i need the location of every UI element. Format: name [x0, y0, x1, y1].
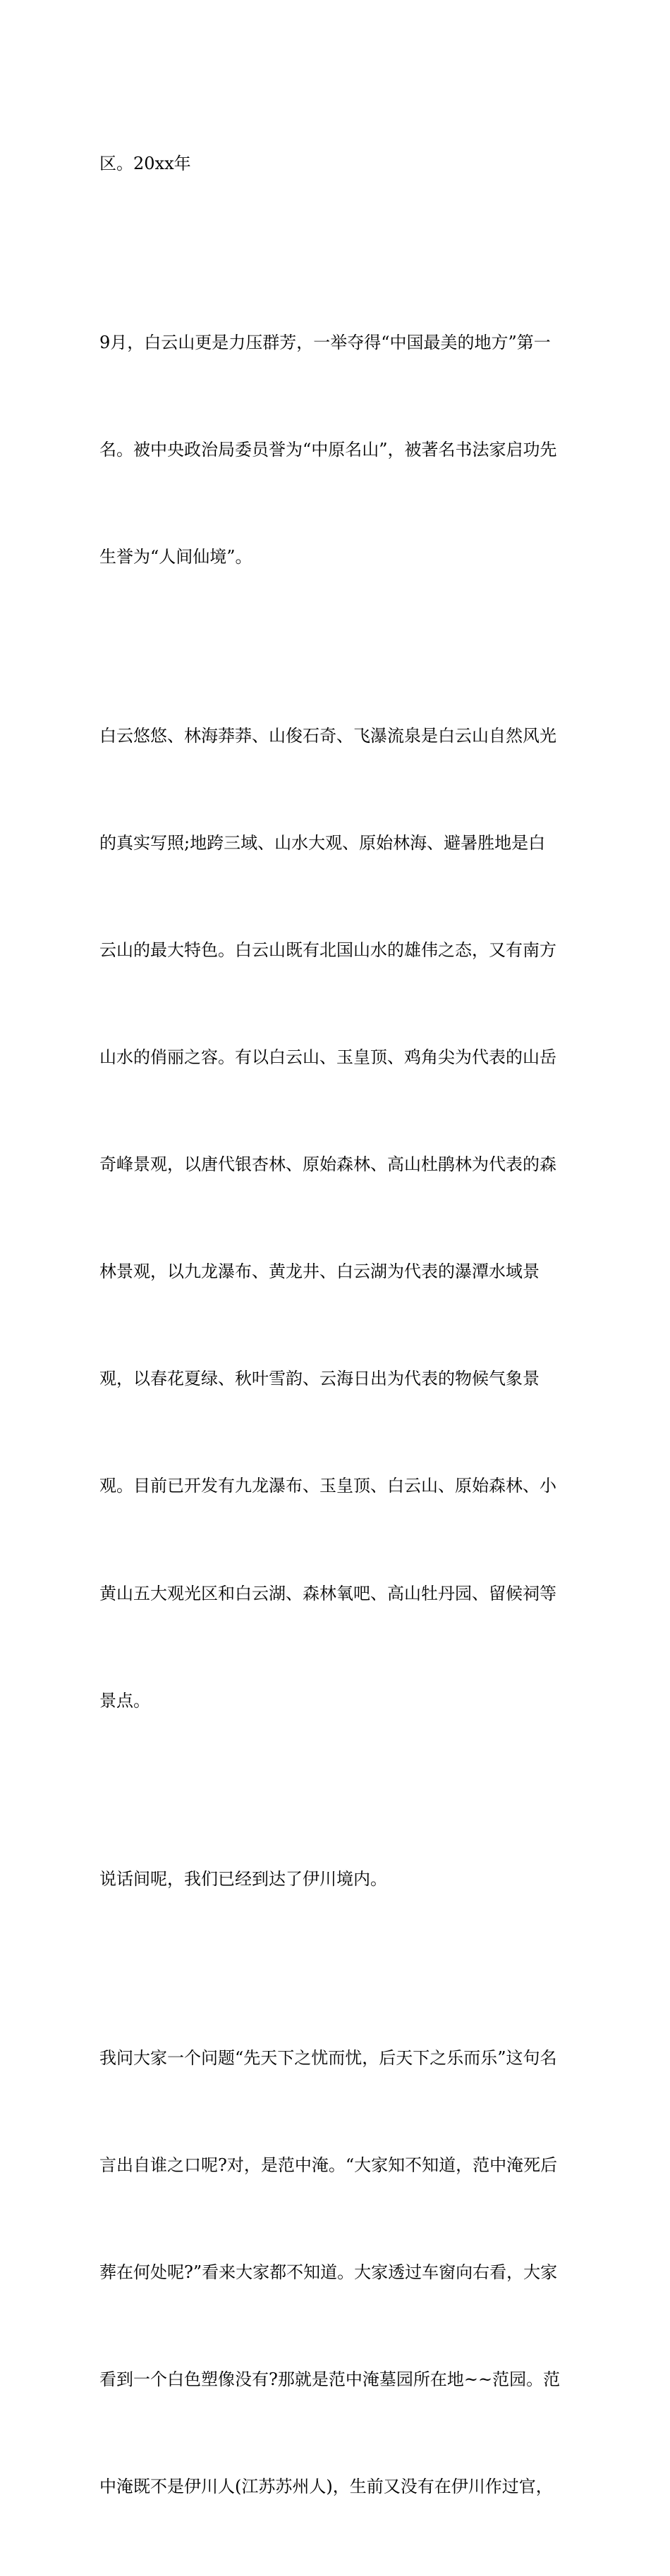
document-body — [99, 75, 572, 2576]
text-line: 区。20xx年 — [99, 154, 191, 174]
paragraph-5 — [99, 1968, 572, 2576]
text-line: 观，以春花夏绿、秋叶雪韵、云海日出为代表的物候气象景 — [99, 1369, 540, 1389]
paragraph-2 — [99, 254, 572, 647]
text-line: 中淹既不是伊川人(江苏苏州人)，生前又没有在伊川作过官， — [99, 2477, 553, 2497]
text-line: 云山的最大特色。白云山既有北国山水的雄伟之态，又有南方 — [99, 939, 556, 960]
text-line: 说话间呢，我们已经到达了伊川境内。 — [99, 1869, 387, 1890]
text-line: 黄山五大观光区和白云湖、森林氧吧、高山牡丹园、留候祠等 — [99, 1583, 556, 1603]
text-line: 山水的俏丽之容。有以白云山、玉皇顶、鸡角尖为代表的山岳 — [99, 1047, 556, 1067]
text-line: 名。被中央政治局委员誉为“中原名山”，被著名书法家启功先 — [99, 440, 557, 460]
paragraph-4 — [99, 1790, 572, 1969]
text-line: 生誉为“人间仙境”。 — [99, 547, 252, 567]
text-line: 我问大家一个问题“先天下之忧而忧，后天下之乐而乐”这句名 — [99, 2047, 557, 2068]
text-line: 奇峰景观，以唐代银杏林、原始森林、高山杜鹃林为代表的森 — [99, 1154, 556, 1175]
text-line: 葬在何处呢?”看来大家都不知道。大家透过车窗向右看，大家 — [99, 2262, 558, 2282]
text-line: 白云悠悠、林海莽莽、山俊石奇、飞瀑流泉是白云山自然风光 — [99, 725, 556, 746]
text-line: 的真实写照;地跨三域、山水大观、原始林海、避暑胜地是白 — [99, 832, 546, 853]
text-line: 林景观，以九龙瀑布、黄龙井、白云湖为代表的瀑潭水域景 — [99, 1262, 540, 1282]
text-line: 言出自谁之口呢?对，是范中淹。“大家知不知道，范中淹死后 — [99, 2155, 558, 2175]
paragraph-3 — [99, 646, 572, 1790]
text-line: 看到一个白色塑像没有?那就是范中淹墓园所在地~~范园。范 — [99, 2369, 561, 2389]
text-line: 9月，白云山更是力压群芳，一举夺得“中国最美的地方”第一 — [99, 332, 551, 352]
text-line: 景点。 — [99, 1690, 150, 1711]
paragraph-1 — [99, 75, 572, 254]
text-line: 观。目前已开发有九龙瀑布、玉皇顶、白云山、原始森林、小 — [99, 1476, 556, 1496]
